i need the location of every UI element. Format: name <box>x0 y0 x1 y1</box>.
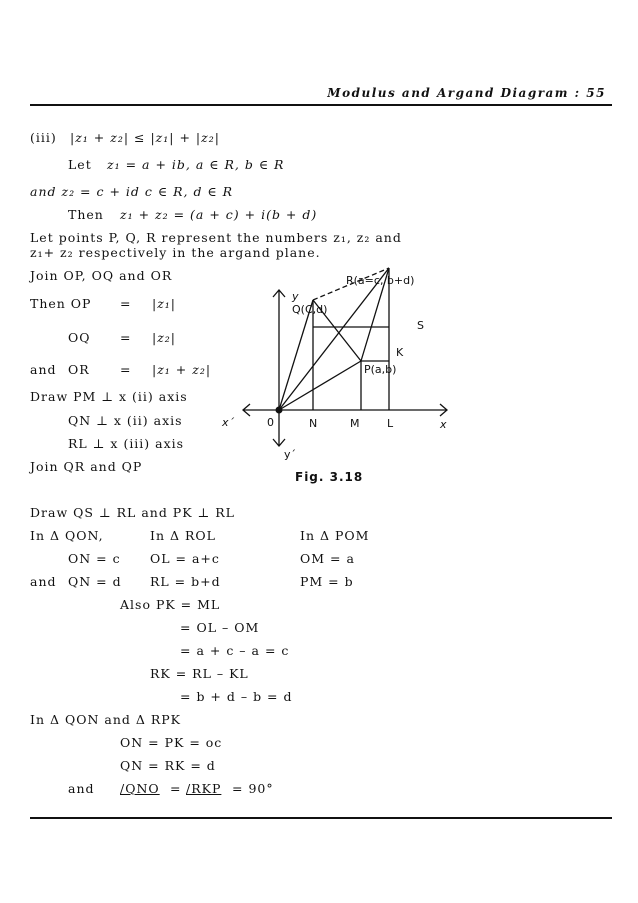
label-k: K <box>396 346 404 359</box>
qn-equals-d: QN = d <box>68 574 122 589</box>
draw-qs-line: Draw QS ⊥ RL and PK ⊥ RL <box>30 505 235 520</box>
footer-rule <box>30 817 612 819</box>
label-l: L <box>387 417 394 430</box>
ol-minus-om: = OL – OM <box>180 620 260 635</box>
ninety-degrees: = 90° <box>232 781 274 796</box>
on-equals-pk: ON = PK = oc <box>120 735 223 750</box>
om-equals-a: OM = a <box>300 551 355 566</box>
rk-line: RK = RL – KL <box>150 666 249 681</box>
angle-rkp: /RKP <box>186 781 222 796</box>
qn-perp-line: QN ⊥ x (ii) axis <box>68 413 183 428</box>
join-op-line: Join OP, OQ and OR <box>30 268 173 283</box>
b-plus-d-minus-b: = b + d – b = d <box>180 689 293 704</box>
mod-z1: |z₁| <box>152 296 177 311</box>
label-n: N <box>309 417 318 430</box>
label-y: y <box>292 290 299 303</box>
then-label: Then <box>68 207 104 222</box>
z2-definition: and z₂ = c + id c ∈ R, d ∈ R <box>30 184 234 199</box>
on-equals-c: ON = c <box>68 551 121 566</box>
then-op-label: Then OP <box>30 296 92 311</box>
segment-oq <box>279 300 313 410</box>
rl-perp-line: RL ⊥ x (iii) axis <box>68 436 185 451</box>
label-x: x <box>440 418 447 431</box>
label-q: Q(C,d) <box>292 303 328 316</box>
label-m: M <box>350 417 360 430</box>
sum-expression: z₁ + z₂ = (a + c) + i(b + d) <box>120 207 318 222</box>
ol-equals-a-plus-c: OL = a+c <box>150 551 220 566</box>
label-x-prime: x´ <box>222 416 235 429</box>
equals-or: = <box>120 362 132 377</box>
a-plus-c-minus-a: = a + c – a = c <box>180 643 290 658</box>
triangle-pom-heading: In Δ POM <box>300 528 370 543</box>
and-label-2: and <box>30 574 57 589</box>
mod-z2: |z₂| <box>152 330 177 345</box>
triangle-rol-heading: In Δ ROL <box>150 528 216 543</box>
equals-angle: = <box>170 781 182 796</box>
equals-op: = <box>120 296 132 311</box>
running-header: Modulus and Argand Diagram : 55 <box>327 86 606 100</box>
triangle-inequality: |z₁ + z₂| ≤ |z₁| + |z₂| <box>70 130 220 145</box>
or-label: OR <box>68 362 90 377</box>
label-origin: 0 <box>267 416 274 429</box>
mod-z1-plus-z2: |z₁ + z₂| <box>152 362 212 377</box>
label-p: P(a,b) <box>364 363 397 376</box>
join-qr-line: Join QR and QP <box>30 459 143 474</box>
angle-qno: /QNO <box>120 781 160 796</box>
and-label-3: and <box>68 781 95 796</box>
label-y-prime: y´ <box>284 448 297 461</box>
figure-caption: Fig. 3.18 <box>295 470 364 484</box>
let-points-line-1: Let points P, Q, R represent the numbers z₁, z₂ and <box>30 230 402 245</box>
equals-oq: = <box>120 330 132 345</box>
label-r: R(a=c, b+d) <box>346 274 415 287</box>
let-points-line-2: z₁+ z₂ respectively in the argand plane. <box>30 245 321 260</box>
origin-point <box>276 407 283 414</box>
item-iii-tag: (iii) <box>30 130 57 145</box>
label-s: S <box>417 319 424 332</box>
also-pk-line: Also PK = ML <box>120 597 221 612</box>
draw-pm-line: Draw PM ⊥ x (ii) axis <box>30 389 188 404</box>
in-qon-rpk-line: In Δ QON and Δ RPK <box>30 712 182 727</box>
oq-label: OQ <box>68 330 91 345</box>
qn-equals-rk: QN = RK = d <box>120 758 216 773</box>
z1-definition: z₁ = a + ib, a ∈ R, b ∈ R <box>107 157 285 172</box>
rl-equals-b-plus-d: RL = b+d <box>150 574 221 589</box>
triangle-qon-heading: In Δ QON, <box>30 528 104 543</box>
pm-equals-b: PM = b <box>300 574 354 589</box>
and-label: and <box>30 362 57 377</box>
let-label: Let <box>68 157 92 172</box>
